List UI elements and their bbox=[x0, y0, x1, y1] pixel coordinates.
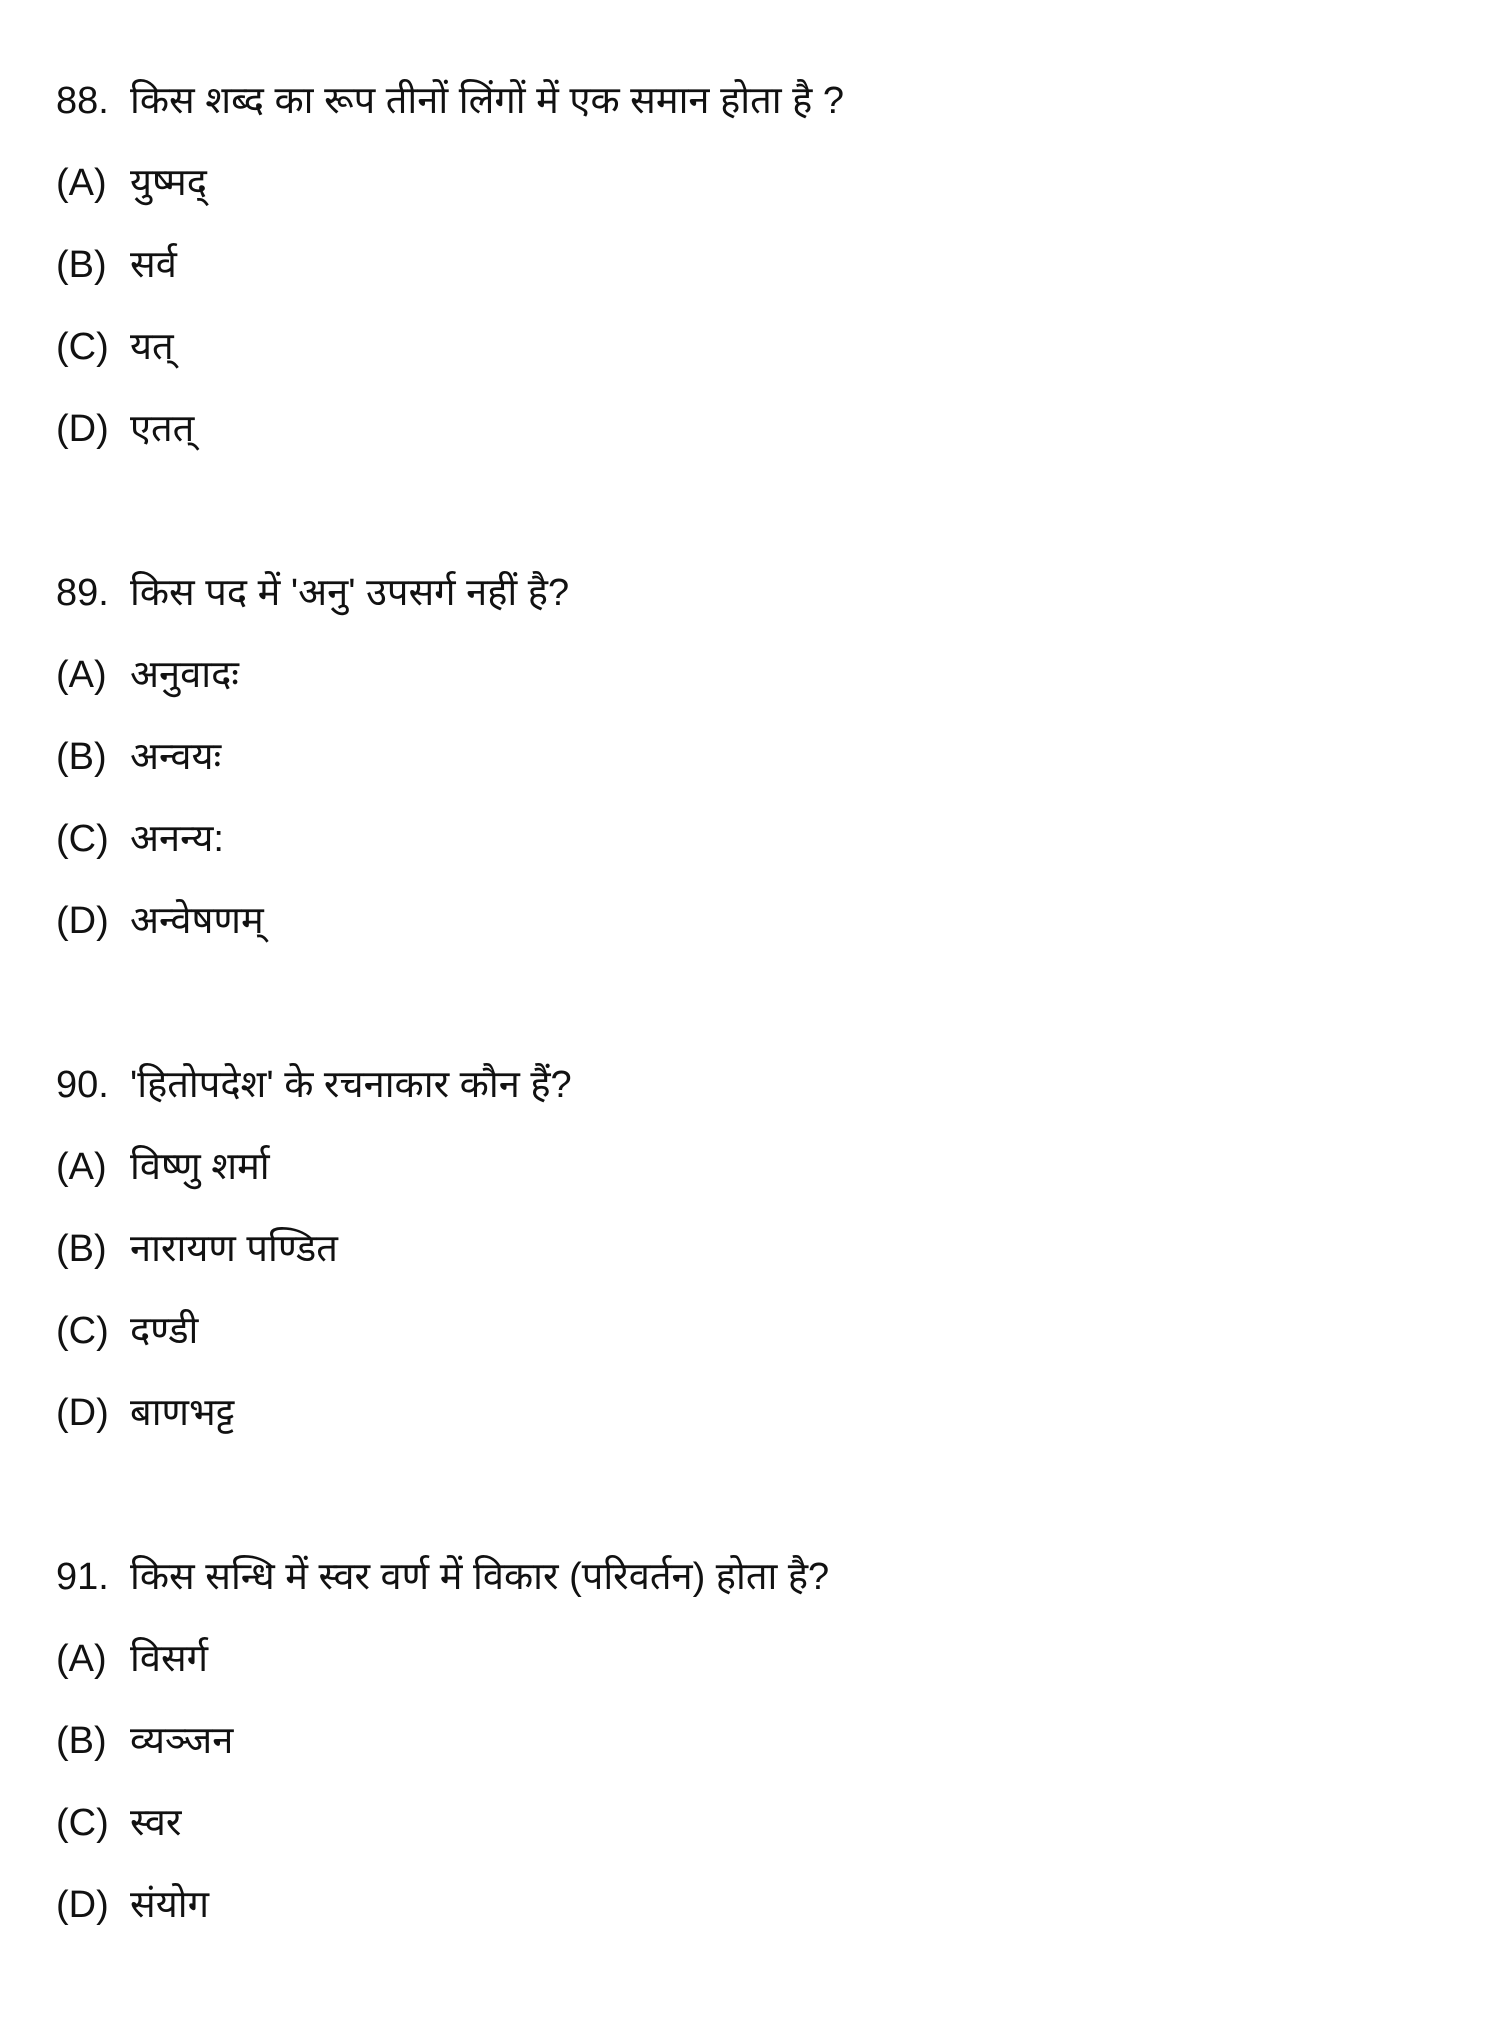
option-label: (C) bbox=[56, 326, 109, 368]
option-text: यत् bbox=[130, 326, 174, 368]
option-text: दण्डी bbox=[130, 1310, 199, 1352]
option-text: एतत् bbox=[130, 408, 195, 450]
option-text: स्वर bbox=[130, 1802, 182, 1844]
question-sheet bbox=[56, 60, 844, 2028]
question-90 bbox=[56, 1044, 844, 1454]
option-label: (B) bbox=[56, 736, 107, 778]
question-89 bbox=[56, 552, 844, 962]
option-text: बाणभट्ट bbox=[130, 1392, 235, 1434]
question-88 bbox=[56, 60, 844, 470]
option-text: सर्व bbox=[130, 244, 177, 286]
option-b bbox=[56, 1208, 844, 1290]
option-b bbox=[56, 224, 844, 306]
option-c bbox=[56, 306, 844, 388]
option-text: युष्मद् bbox=[130, 162, 207, 204]
question-text: 'हितोपदेश' के रचनाकार कौन हैं? bbox=[130, 1064, 572, 1106]
question-number: 91. bbox=[56, 1556, 109, 1598]
option-label: (D) bbox=[56, 1884, 109, 1926]
option-d bbox=[56, 388, 844, 470]
option-text: व्यञ्जन bbox=[130, 1720, 234, 1762]
question-text: किस सन्धि में स्वर वर्ण में विकार (परिवर्तन) होता है? bbox=[130, 1556, 830, 1598]
option-text: विष्णु शर्मा bbox=[130, 1146, 270, 1188]
option-label: (B) bbox=[56, 1228, 107, 1270]
option-label: (B) bbox=[56, 1720, 107, 1762]
option-text: नारायण पण्डित bbox=[130, 1228, 338, 1270]
option-b bbox=[56, 716, 844, 798]
option-c bbox=[56, 1782, 844, 1864]
option-d bbox=[56, 880, 844, 962]
option-c bbox=[56, 1290, 844, 1372]
option-label: (C) bbox=[56, 1802, 109, 1844]
option-text: अनुवादः bbox=[130, 654, 239, 696]
option-label: (A) bbox=[56, 1638, 107, 1680]
option-label: (D) bbox=[56, 900, 109, 942]
option-label: (C) bbox=[56, 1310, 109, 1352]
question-stem bbox=[56, 1536, 844, 1618]
option-d bbox=[56, 1372, 844, 1454]
option-label: (A) bbox=[56, 162, 107, 204]
option-a bbox=[56, 634, 844, 716]
option-label: (B) bbox=[56, 244, 107, 286]
option-label: (D) bbox=[56, 1392, 109, 1434]
question-number: 88. bbox=[56, 80, 109, 122]
question-number: 89. bbox=[56, 572, 109, 614]
option-c bbox=[56, 798, 844, 880]
option-label: (D) bbox=[56, 408, 109, 450]
question-number: 90. bbox=[56, 1064, 109, 1106]
option-text: अनन्य: bbox=[130, 818, 224, 860]
question-stem bbox=[56, 552, 844, 634]
question-91 bbox=[56, 1536, 844, 1946]
question-stem bbox=[56, 60, 844, 142]
option-a bbox=[56, 142, 844, 224]
option-text: विसर्ग bbox=[130, 1638, 209, 1680]
option-label: (C) bbox=[56, 818, 109, 860]
option-label: (A) bbox=[56, 654, 107, 696]
option-d bbox=[56, 1864, 844, 1946]
question-text: किस पद में 'अनु' उपसर्ग नहीं है? bbox=[130, 572, 570, 614]
option-a bbox=[56, 1618, 844, 1700]
question-text: किस शब्द का रूप तीनों लिंगों में एक समान होता है ? bbox=[130, 80, 845, 122]
option-text: अन्वेषणम् bbox=[130, 900, 264, 942]
option-a bbox=[56, 1126, 844, 1208]
option-b bbox=[56, 1700, 844, 1782]
question-stem bbox=[56, 1044, 844, 1126]
option-text: अन्वयः bbox=[130, 736, 222, 778]
option-text: संयोग bbox=[130, 1884, 209, 1926]
option-label: (A) bbox=[56, 1146, 107, 1188]
